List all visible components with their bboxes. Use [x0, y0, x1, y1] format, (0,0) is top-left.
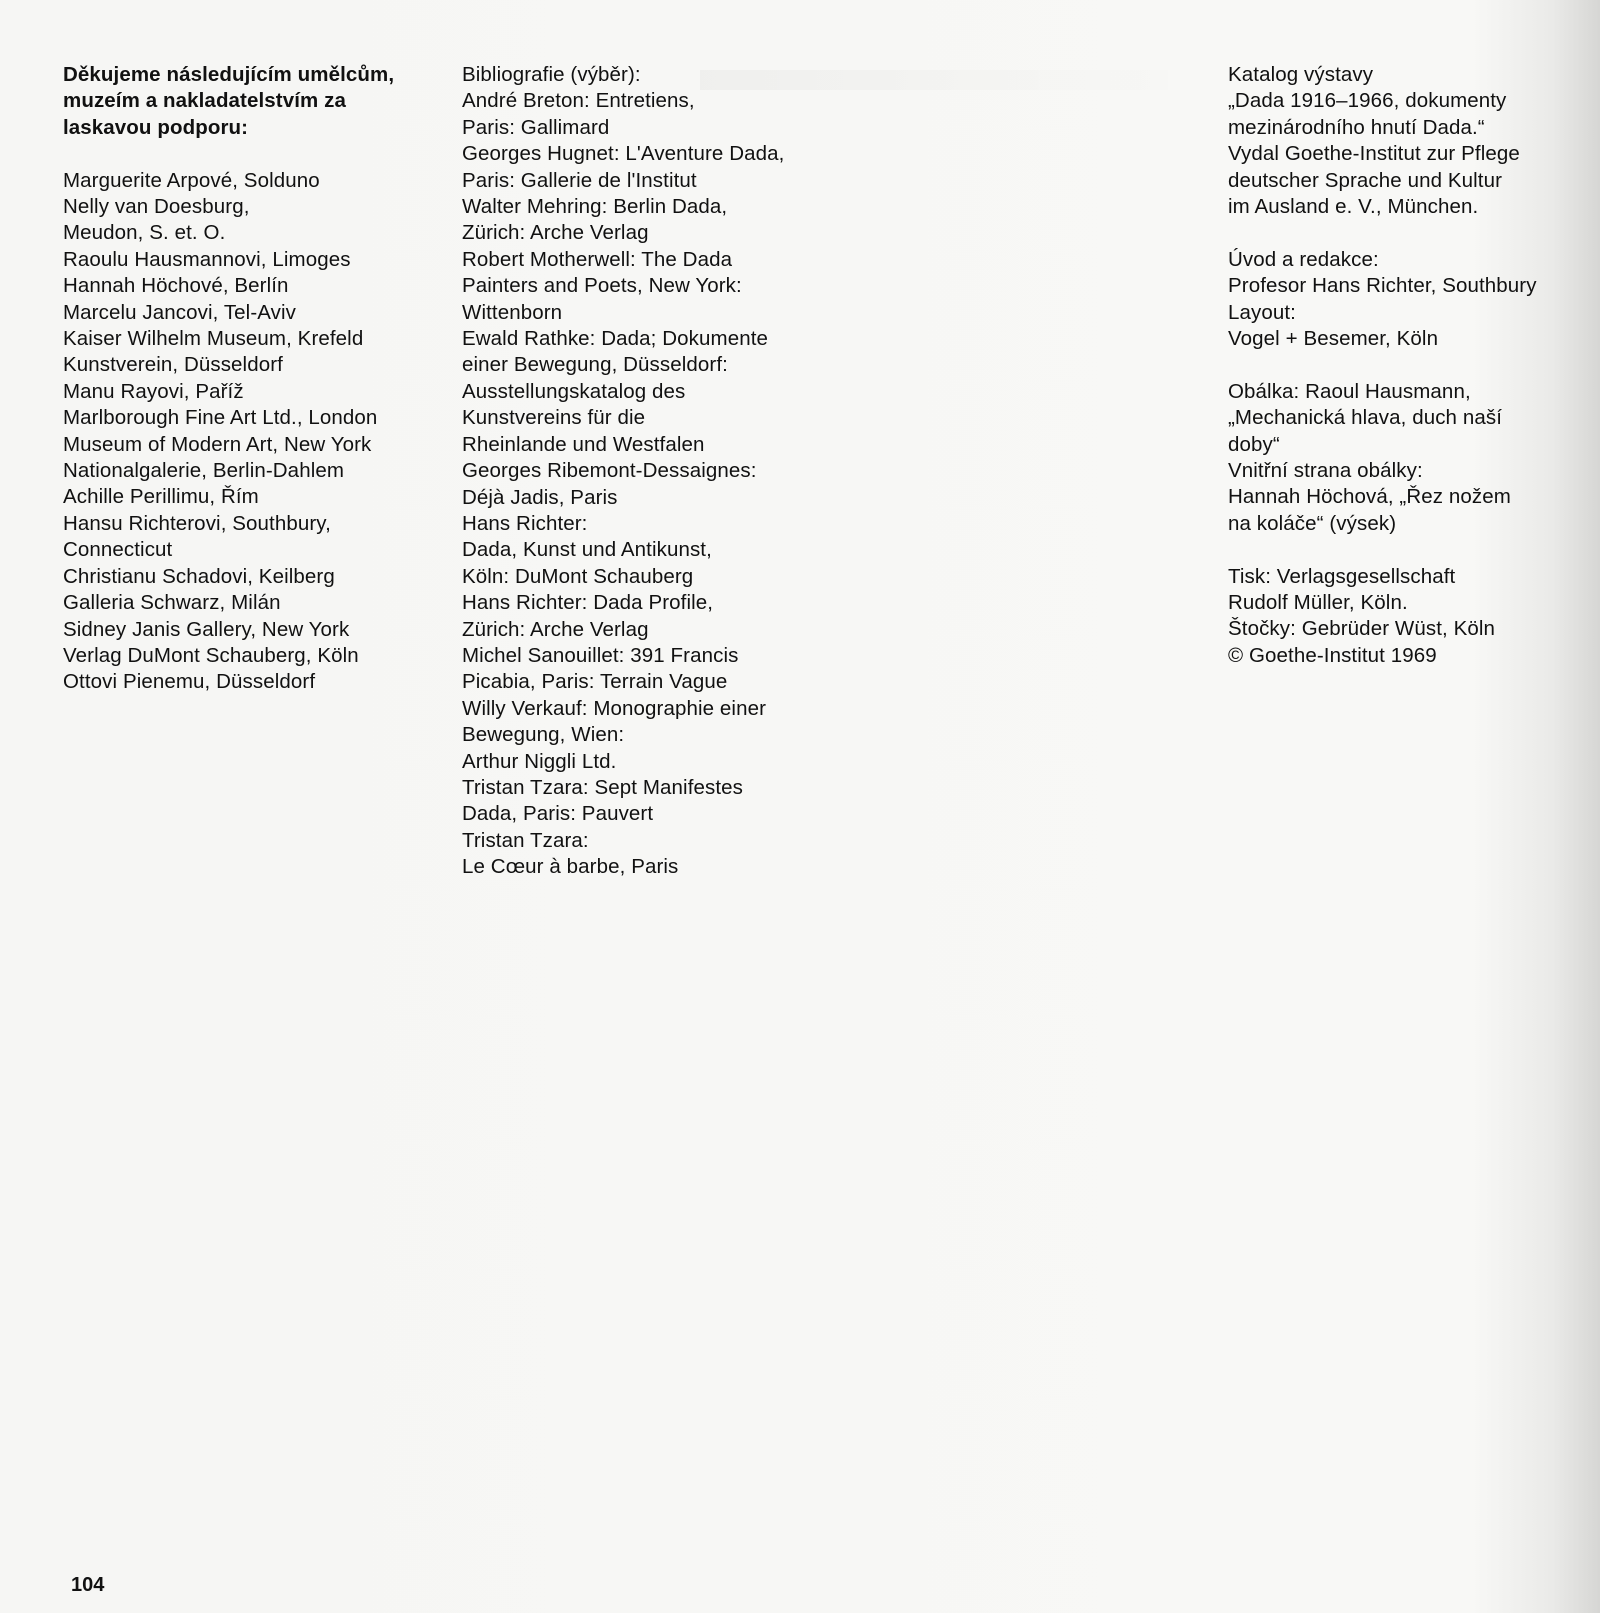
- bibliography-line: Zürich: Arche Verlag: [462, 221, 649, 245]
- bibliography-line: Paris: Gallerie de l'Institut: [462, 168, 697, 192]
- heading-line: Děkujeme následujícím umělcům,: [63, 63, 395, 86]
- acknowledgements-heading: [63, 62, 443, 141]
- bibliography-line: Déjà Jadis, Paris: [462, 485, 618, 509]
- colophon-column: [1228, 62, 1588, 669]
- list-item: Raoulu Hausmannovi, Limoges: [63, 247, 351, 271]
- list-item: Hannah Höchové, Berlín: [63, 274, 289, 298]
- colophon-line: Katalog výstavy: [1228, 63, 1374, 86]
- list-item: Meudon, S. et. O.: [63, 221, 226, 245]
- list-item: Ottovi Pienemu, Düsseldorf: [63, 670, 316, 694]
- colophon-catalog-block: [1228, 62, 1588, 220]
- bibliography-line: Robert Motherwell: The Dada: [462, 247, 733, 271]
- bibliography-line: Kunstvereins für die: [462, 406, 646, 430]
- bibliography-line: Wittenborn: [462, 300, 563, 324]
- colophon-line: deutscher Sprache und Kultur: [1228, 168, 1503, 192]
- colophon-line: Vydal Goethe-Institut zur Pflege: [1228, 142, 1520, 166]
- bibliography-heading: Bibliografie (výběr):: [462, 63, 641, 86]
- list-item: Marlborough Fine Art Ltd., London: [63, 406, 378, 430]
- bibliography-line: Georges Hugnet: L'Aventure Dada,: [462, 142, 785, 166]
- list-item: Christianu Schadovi, Keilberg: [63, 564, 335, 588]
- page-number: 104: [71, 1574, 105, 1596]
- colophon-line: Štočky: Gebrüder Wüst, Köln: [1228, 617, 1496, 641]
- bibliography-line: Le Cœur à barbe, Paris: [462, 855, 679, 879]
- list-item: Marguerite Arpové, Solduno: [63, 168, 320, 192]
- list-item: Marcelu Jancovi, Tel-Aviv: [63, 300, 297, 324]
- colophon-line: Vnitřní strana obálky:: [1228, 459, 1423, 483]
- bibliography-line: Michel Sanouillet: 391 Francis: [462, 643, 739, 667]
- acknowledgements-list: [63, 168, 443, 696]
- list-item: Verlag DuMont Schauberg, Köln: [63, 643, 359, 667]
- list-item: Nationalgalerie, Berlin-Dahlem: [63, 459, 345, 483]
- bibliography-line: Willy Verkauf: Monographie einer: [462, 696, 767, 720]
- colophon-editor-block: [1228, 247, 1588, 353]
- bibliography-line: Hans Richter: Dada Profile,: [462, 591, 714, 615]
- colophon-line: Rudolf Müller, Köln.: [1228, 591, 1408, 615]
- bibliography-line: Paris: Gallimard: [462, 115, 610, 139]
- bibliography-line: Picabia, Paris: Terrain Vague: [462, 670, 728, 694]
- bibliography-line: Köln: DuMont Schauberg: [462, 564, 694, 588]
- colophon-line: im Ausland e. V., München.: [1228, 195, 1479, 219]
- bibliography-line: Painters and Poets, New York:: [462, 274, 742, 298]
- list-item: Kaiser Wilhelm Museum, Krefeld: [63, 327, 364, 351]
- bibliography-line: Zürich: Arche Verlag: [462, 617, 649, 641]
- bibliography-line: Hans Richter:: [462, 511, 588, 535]
- list-item: Hansu Richterovi, Southbury,: [63, 511, 331, 535]
- colophon-line: Hannah Höchová, „Řez nožem: [1228, 485, 1511, 509]
- list-item: Nelly van Doesburg,: [63, 195, 250, 219]
- bibliography-line: Ausstellungskatalog des: [462, 379, 686, 403]
- bibliography-line: André Breton: Entretiens,: [462, 89, 695, 113]
- list-item: Sidney Janis Gallery, New York: [63, 617, 350, 641]
- list-item: Museum of Modern Art, New York: [63, 432, 372, 456]
- colophon-line: Tisk: Verlagsgesellschaft: [1228, 564, 1456, 588]
- heading-line: laskavou podporu:: [63, 115, 249, 139]
- colophon-line: Obálka: Raoul Hausmann,: [1228, 379, 1471, 403]
- bibliography-line: Ewald Rathke: Dada; Dokumente: [462, 327, 769, 351]
- bibliography-line: Rheinlande und Westfalen: [462, 432, 705, 456]
- colophon-line: Layout:: [1228, 300, 1296, 324]
- colophon-line: „Dada 1916–1966, dokumenty: [1228, 89, 1507, 113]
- colophon-print-block: [1228, 564, 1588, 670]
- colophon-cover-block: [1228, 379, 1588, 537]
- bibliography-column: [462, 62, 832, 881]
- colophon-line: doby“: [1228, 432, 1280, 456]
- colophon-line: Vogel + Besemer, Köln: [1228, 327, 1439, 351]
- list-item: Achille Perillimu, Řím: [63, 485, 259, 509]
- bibliography-line: Tristan Tzara: Sept Manifestes: [462, 775, 744, 799]
- list-item: Connecticut: [63, 538, 173, 562]
- bibliography-line: Arthur Niggli Ltd.: [462, 749, 617, 773]
- bibliography-line: einer Bewegung, Düsseldorf:: [462, 353, 728, 377]
- colophon-line: Profesor Hans Richter, Southbury: [1228, 274, 1537, 298]
- colophon-line: mezinárodního hnutí Dada.“: [1228, 115, 1485, 139]
- bibliography-line: Dada, Paris: Pauvert: [462, 802, 654, 826]
- list-item: Manu Rayovi, Paříž: [63, 379, 244, 403]
- bibliography-line: Walter Mehring: Berlin Dada,: [462, 195, 728, 219]
- colophon-line: na koláče“ (výsek): [1228, 511, 1397, 535]
- bibliography-line: Tristan Tzara:: [462, 828, 589, 852]
- colophon-line: „Mechanická hlava, duch naší: [1228, 406, 1503, 430]
- heading-line: muzeím a nakladatelstvím za: [63, 89, 346, 113]
- bibliography-line: Bewegung, Wien:: [462, 723, 625, 747]
- bibliography-line: Georges Ribemont-Dessaignes:: [462, 459, 757, 483]
- colophon-line: Úvod a redakce:: [1228, 247, 1379, 271]
- bibliography-line: Dada, Kunst und Antikunst,: [462, 538, 712, 562]
- colophon-line: © Goethe-Institut 1969: [1228, 643, 1437, 667]
- list-item: Kunstverein, Düsseldorf: [63, 353, 283, 377]
- list-item: Galleria Schwarz, Milán: [63, 591, 281, 615]
- acknowledgements-column: [63, 62, 443, 696]
